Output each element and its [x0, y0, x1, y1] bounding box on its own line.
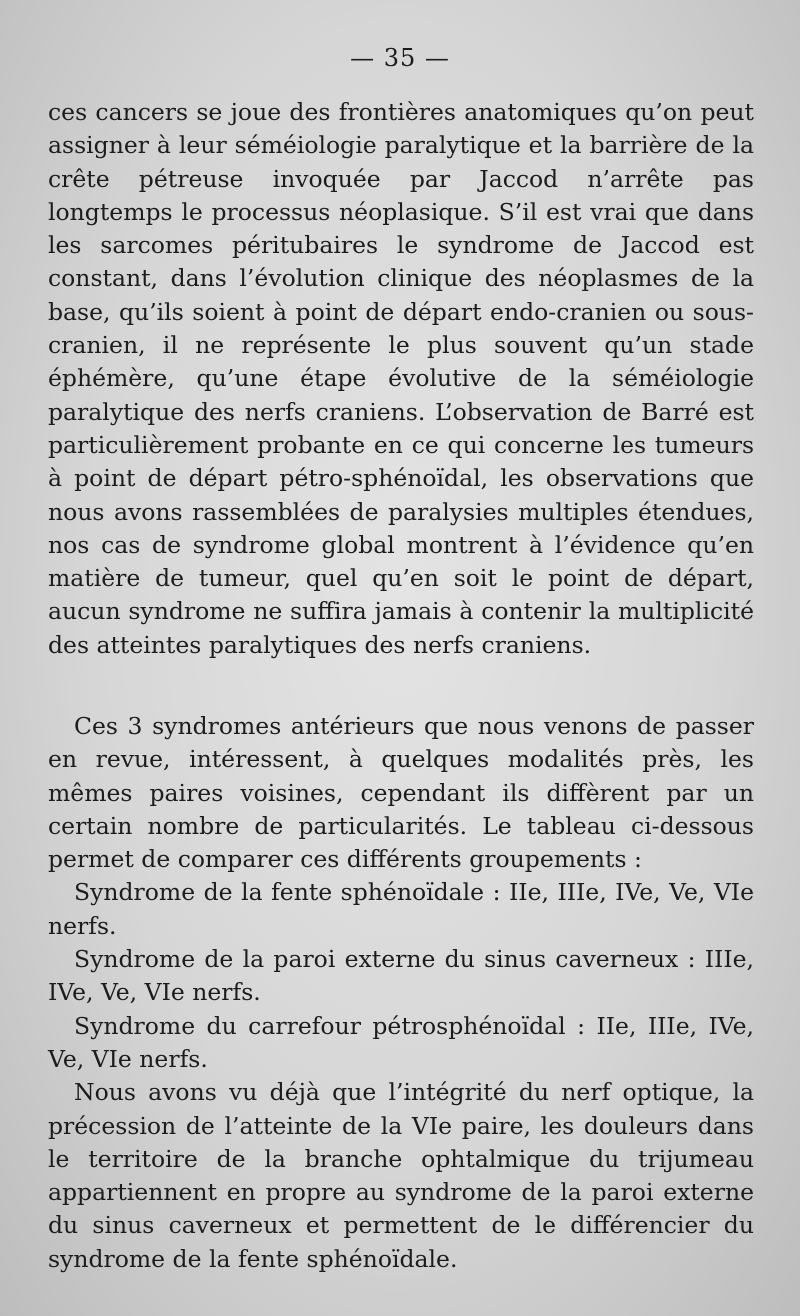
paragraph-intro: Ces 3 syndromes antérieurs que nous venons de passer en revue, intéressent, à quelques modalités près, les mêmes paires voisines, cependant ils diffèrent par un certain nombre de particularités. Le tableau ci-dessous permet de comparer ces différents groupements :: [48, 712, 754, 874]
syndrome-nerves: IIe, IIIe, IVe, Ve, VIe nerfs.: [48, 1011, 754, 1073]
syndrome-nerves: IIe, IIIe, IVe, Ve, VIe nerfs.: [48, 878, 754, 940]
text-block-bottom: [48, 710, 754, 1276]
syndrome-item-fente: [48, 876, 754, 943]
syndrome-name: Syndrome de la paroi externe du sinus caverneux :: [74, 945, 696, 974]
paragraph-conclusion: Nous avons vu déjà que l’intégrité du nerf optique, la précession de l’atteinte de la VIe paire, les douleurs dans le territoire de la branche ophtalmique du trijumeau appartiennent en propre au syndrome de la paroi externe du sinus caverneux et permettent de le différencier du syndrome de la fente sphénoïdale.: [48, 1078, 754, 1273]
syndrome-nerves: IIIe, IVe, Ve, VIe nerfs.: [48, 945, 754, 1007]
syndrome-name: Syndrome du carrefour pétrosphénoïdal :: [74, 1011, 586, 1040]
text-block-top: [48, 96, 754, 662]
paragraph-continuation: ces cancers se joue des frontières anatomiques qu’on peut assigner à leur séméiologie paralytique et la barrière de la crête pétreuse invoquée par Jaccod n’arrête pas longtemps le processus néoplasique. S’il est vrai que dans les sarcomes péritubaires le syndrome de Jaccod est constant, dans l’évolution clinique des néoplasmes de la base, qu’ils soient à point de départ endo-cranien ou sous-cranien, il ne représente le plus souvent qu’un stade éphémère, qu’une étape évolutive de la séméiologie paralytique des nerfs craniens. L’observation de Barré est particulièrement probante en ce qui concerne les tumeurs à point de départ pétro-sphénoïdal, les observations que nous avons rassemblées de paralysies multiples étendues, nos cas de syndrome global montrent à l’évidence qu’en matière de tumeur, quel qu’en soit le point de départ, aucun syndrome ne suffira jamais à contenir la multiplicité des atteintes paralytiques des nerfs craniens.: [48, 98, 754, 659]
syndrome-name: Syndrome de la fente sphénoïdale :: [74, 878, 501, 907]
page-number: — 35 —: [350, 44, 450, 72]
syndrome-item-paroi: [48, 943, 754, 1010]
syndrome-item-carrefour: [48, 1010, 754, 1077]
